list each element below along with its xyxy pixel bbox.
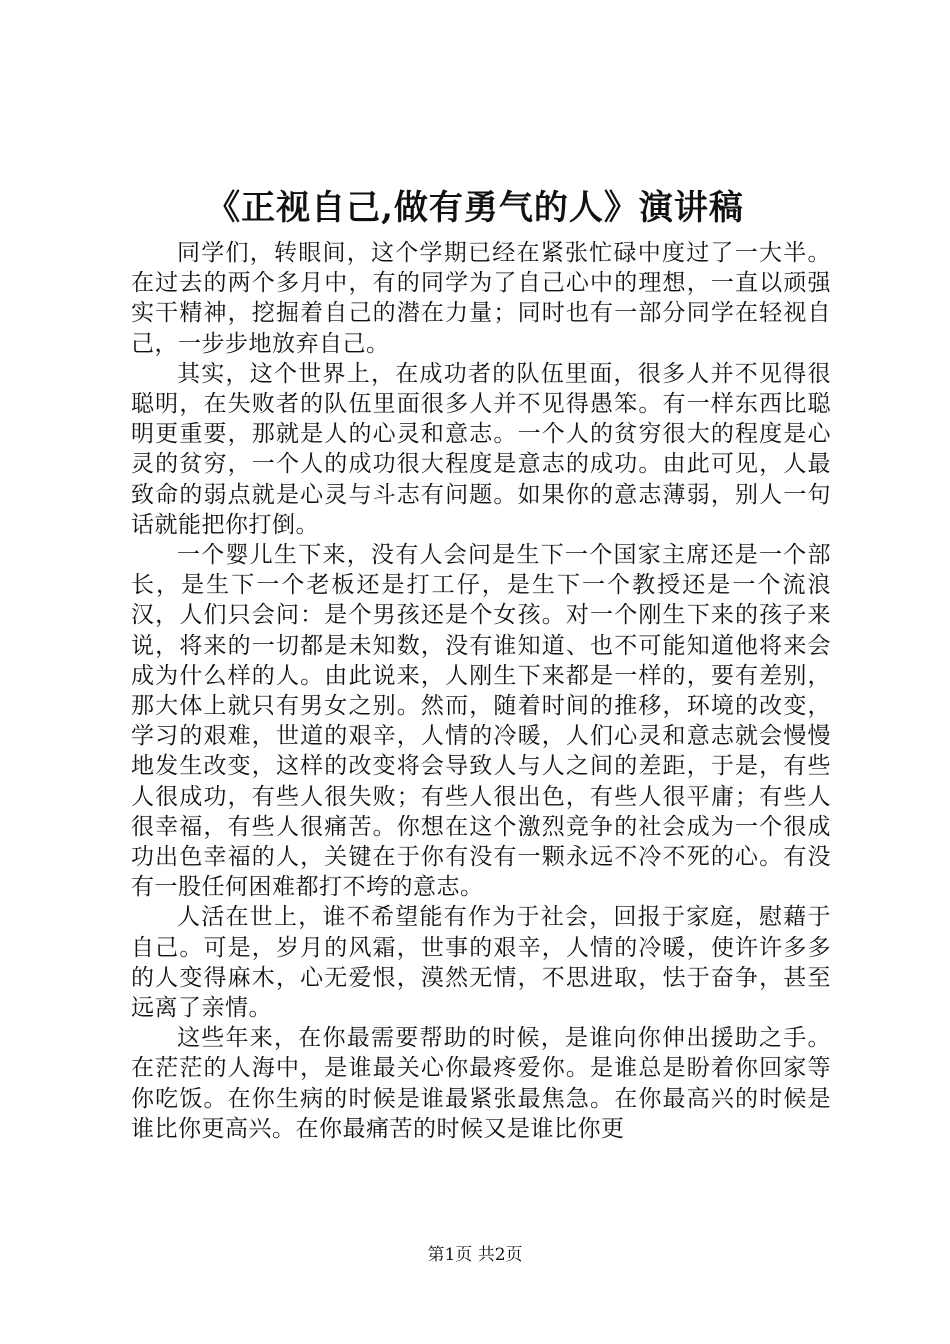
paragraph-5: 这些年来，在你最需要帮助的时候，是谁向你伸出援助之手。在茫茫的人海中，是谁最关心你最疼爱你。是谁总是盼着你回家等你吃饭。在你生病的时候是谁最紧张最焦急。在你最高兴的时候是谁比你更高兴。在你最痛苦的时候又是谁比你更	[131, 1025, 831, 1142]
paragraph-1: 同学们，转眼间，这个学期已经在紧张忙碌中度过了一大半。在过去的两个多月中，有的同学为了自己心中的理想，一直以顽强实干精神，挖掘着自己的潜在力量；同时也有一部分同学在轻视自己，一步步地放弃自己。	[131, 240, 831, 357]
paragraph-4: 人活在世上，谁不希望能有作为于社会，回报于家庭，慰藉于自己。可是，岁月的风霜，世事的艰辛，人情的冷暖，使许许多多的人变得麻木，心无爱恨，漠然无情，不思进取，怯于奋争，甚至远离了亲情。	[131, 904, 831, 1022]
page-number-footer: 第1页 共2页	[427, 1245, 523, 1265]
paragraph-2: 其实，这个世界上，在成功者的队伍里面，很多人并不见得很聪明，在失败者的队伍里面很多人并不见得愚笨。有一样东西比聪明更重要，那就是人的心灵和意志。一个人的贫穷很大的程度是心灵的贫穷，一个人的成功很大程度是意志的成功。由此可见，人最致命的弱点就是心灵与斗志有问题。如果你的意志薄弱，别人一句话就能把你打倒。	[131, 360, 831, 538]
document-title: 《正视自己,做有勇气的人》演讲稿	[206, 188, 744, 228]
document-body	[131, 238, 831, 1144]
paragraph-3: 一个婴儿生下来，没有人会问是生下一个国家主席还是一个部长，是生下一个老板还是打工仔，是生下一个教授还是一个流浪汉，人们只会问：是个男孩还是个女孩。对一个刚生下来的孩子来说，将来的一切都是未知数，没有谁知道、也不可能知道他将来会成为什么样的人。由此说来，人刚生下来都是一样的，要有差别，那大体上就只有男女之别。然而，随着时间的推移，环境的改变，学习的艰难，世道的艰辛，人情的冷暖，人们心灵和意志就会慢慢地发生改变，这样的改变将会导致人与人之间的差距，于是，有些人很成功，有些人很失败；有些人很出色，有些人很平庸；有些人很幸福，有些人很痛苦。你想在这个激烈竞争的社会成为一个很成功出色幸福的人，关键在于你有没有一颗永远不冷不死的心。有没有一股任何困难都打不垮的意志。	[131, 542, 831, 901]
